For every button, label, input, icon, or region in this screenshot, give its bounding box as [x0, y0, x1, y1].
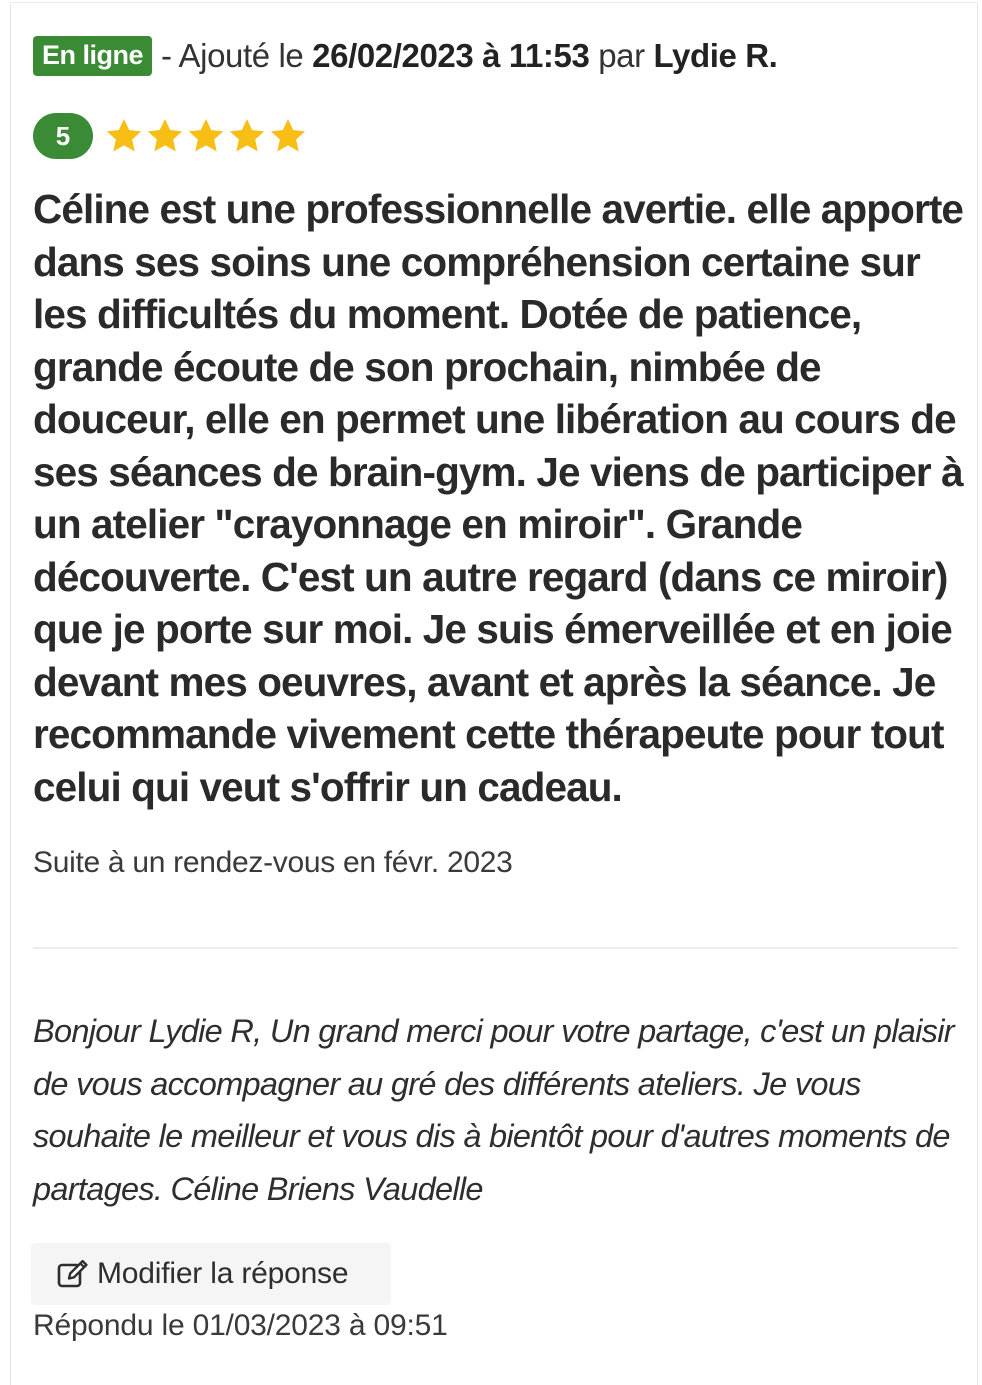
- added-prefix: - Ajouté le: [161, 37, 304, 74]
- star-icon: [104, 116, 144, 156]
- divider: [33, 947, 958, 949]
- edit-icon: [57, 1259, 89, 1289]
- appointment-note: Suite à un rendez-vous en févr. 2023: [33, 846, 513, 879]
- edit-reply-label: Modifier la réponse: [97, 1257, 349, 1290]
- rating-row: [33, 113, 308, 159]
- edit-reply-button[interactable]: [31, 1243, 391, 1305]
- review-header: [33, 31, 777, 81]
- by-word: par: [598, 37, 645, 74]
- star-icon: [227, 116, 267, 156]
- star-icon: [268, 116, 308, 156]
- star-icon: [186, 116, 226, 156]
- rating-value-badge: 5: [33, 113, 93, 159]
- replied-note: Répondu le 01/03/2023 à 09:51: [33, 1309, 448, 1342]
- status-badge: En ligne: [33, 36, 152, 76]
- star-rating: [104, 116, 308, 156]
- review-meta: [161, 37, 777, 75]
- reply-text: Bonjour Lydie R, Un grand merci pour votre partage, c'est un plaisir de vous accompagner au gré des différents ateliers. Je vous souhaite le meilleur et vous dis à bientôt pour d'autres moments de partages. Céline Briens Vaudelle: [33, 1013, 954, 1207]
- star-icon: [145, 116, 185, 156]
- review-text: Céline est une professionnelle avertie. elle apporte dans ses soins une compréhension certaine sur les difficultés du moment. Dotée de patience, grande écoute de son prochain, nimbée de douceur, elle en permet une libération au cours de ses séances de brain-gym. Je viens de participer à un atelier "crayonnage en miroir". Grande découverte. C'est un autre regard (dans ce miroir) que je porte sur moi. Je suis émerveillée et en joie devant mes oeuvres, avant et après la séance. Je recommande vivement cette thérapeute pour tout celui qui veut s'offrir un cadeau.: [33, 186, 964, 810]
- added-datetime: 26/02/2023 à 11:53: [312, 37, 590, 74]
- review-card: [10, 2, 978, 1385]
- review-author: Lydie R.: [653, 37, 778, 74]
